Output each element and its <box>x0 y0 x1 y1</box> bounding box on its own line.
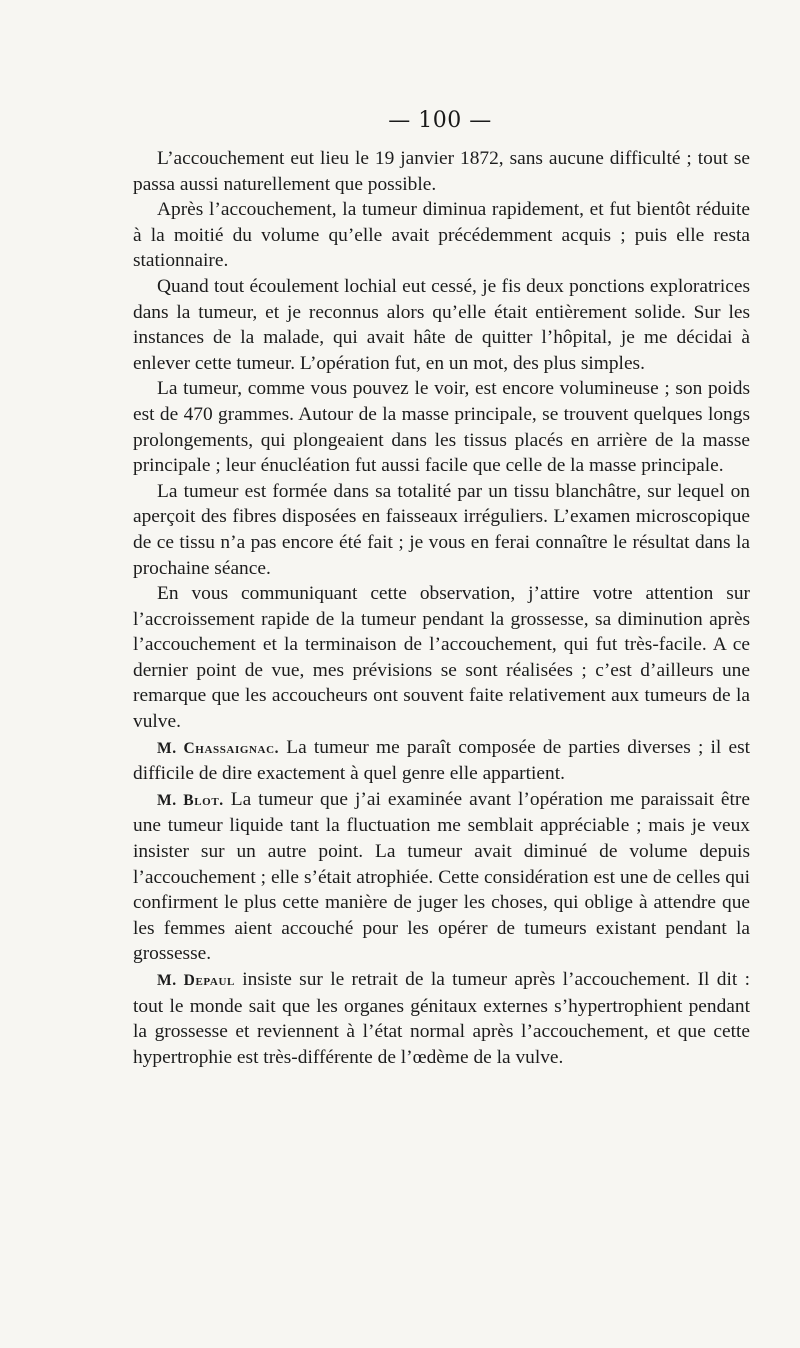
paragraph <box>133 274 750 376</box>
paragraph <box>133 146 750 197</box>
speaker-name: M. Blot. <box>157 791 224 809</box>
paragraph-blot <box>133 787 750 967</box>
paragraph-text: La tumeur est formée dans sa totalité par un tissu blanchâtre, sur lequel on aperçoit des fibres disposées en faisseaux irréguliers. L’examen microscopique de ce tissu n’a pas encore été fait ; je vous en ferai connaître le résultat dans la prochaine séance. <box>133 480 750 579</box>
paragraph-text: La tumeur, comme vous pouvez le voir, est encore volumineuse ; son poids est de 470 grammes. Autour de la masse principale, se trouvent quelques longs prolongements, qui plongeaient dans les tissus placés en arrière de la masse principale ; leur énucléation fut aussi facile que celle de la masse principale. <box>133 378 750 477</box>
paragraph-text: La tumeur que j’ai examinée avant l’opération me paraissait être une tumeur liquide tant la fluctuation me semblait appréciable ; mais je veux insister sur un autre point. La tumeur avait diminué de volume depuis l’accouchement ; elle s’était atrophiée. Cette considération est une de celles qui confirment le plus cette manière de juger les choses, qui oblige à attendre que les femmes aient accouché pour les opérer de tumeurs existant pendant la grossesse. <box>133 788 750 965</box>
paragraph-text: La tumeur me paraît composée de parties diverses ; il est difficile de dire exactement à quel genre elle appartient. <box>133 736 750 785</box>
paragraph-text: Quand tout écoulement lochial eut cessé, je fis deux ponctions exploratrices dans la tumeur, et je reconnus alors qu’elle était entièrement solide. Sur les instances de la malade, qui avait hâte de quitter l’hôpital, je me décidai à enlever cette tumeur. L’opération fut, en un mot, des plus simples. <box>133 275 750 374</box>
paragraph-chassaignac <box>133 735 750 787</box>
paragraph-text: L’accouchement eut lieu le 19 janvier 1872, sans aucune difficulté ; tout se passa aussi naturellement que possible. <box>133 148 750 195</box>
paragraph-text: En vous communiquant cette observation, j’attire votre attention sur l’accroissement rapide de la tumeur pendant la grossesse, sa diminution après l’accouchement et la terminaison de l’accouchement, qui fut très-facile. A ce dernier point de vue, mes prévisions se sont réalisées ; c’est d’ailleurs une remarque que les accoucheurs ont souvent faite relativement aux tumeurs de la vulve. <box>133 583 750 733</box>
body-text <box>133 146 750 1070</box>
paragraph <box>133 197 750 274</box>
paragraph <box>133 479 750 581</box>
paragraph-text: Après l’accouchement, la tumeur diminua rapidement, et fut bientôt réduite à la moitié du volume qu’elle avait précédemment acquis ; puis elle resta stationnaire. <box>133 199 750 272</box>
paragraph-text: insiste sur le retrait de la tumeur après l’accouchement. Il dit : tout le monde sait que les organes génitaux externes s’hypertrophient pendant la grossesse et reviennent à l’état normal après l’accouchement, et que cette hypertrophie est très-différente de l’œdème de la vulve. <box>133 969 750 1068</box>
speaker-name: M. Chassaignac. <box>157 739 280 757</box>
page-number: — 100 — <box>388 108 492 133</box>
paragraph <box>133 376 750 478</box>
paragraph <box>133 581 750 735</box>
paragraph-depaul <box>133 967 750 1070</box>
speaker-name: M. Depaul <box>157 972 235 989</box>
